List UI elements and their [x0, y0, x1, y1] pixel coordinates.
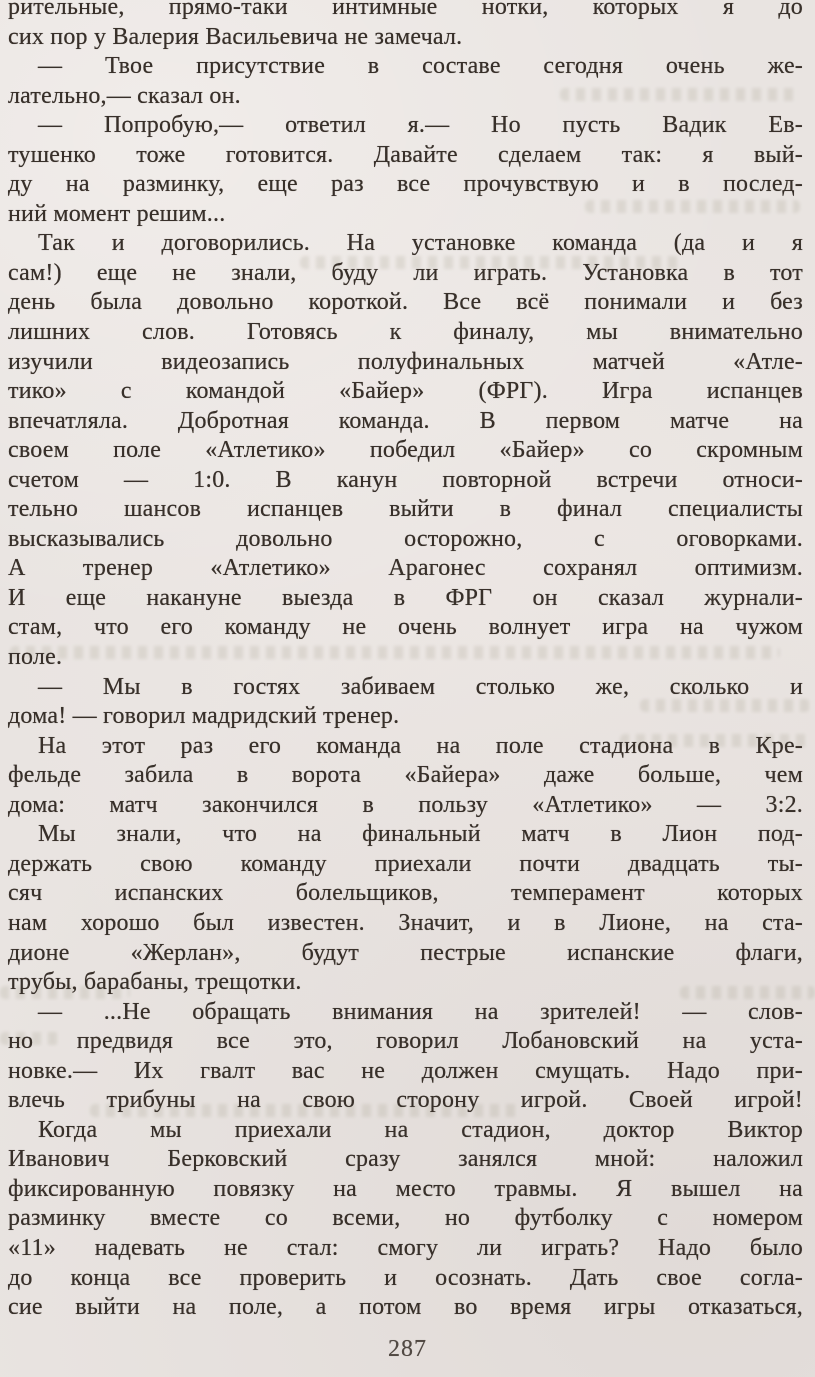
text-line: — Мы в гостях забиваем столько же, сколько и — [38, 673, 803, 700]
text-line: нам хорошо был известен. Значит, и в Лионе, на ста- — [8, 909, 803, 936]
text-line: ний момент решим... — [8, 200, 226, 227]
text-line: разминку вместе со всеми, но футболку с номером — [8, 1205, 803, 1232]
text-line: дионе «Жерлан», будут пестрые испанские флаги, — [8, 939, 803, 966]
text-line: влечь трибуны на свою сторону игрой. Своей игрой! — [8, 1087, 803, 1114]
text-line: поле. — [8, 644, 63, 671]
page-text — [8, 0, 803, 1323]
text-line: но предвидя все это, говорил Лобановский на уста- — [8, 1028, 803, 1055]
text-line: лательно,— сказал он. — [8, 82, 241, 109]
text-line: счетом — 1:0. В канун повторной встречи относи- — [8, 466, 803, 493]
text-line: И еще накануне выезда в ФРГ он сказал журнали- — [8, 584, 803, 611]
text-line: Иванович Берковский сразу занялся мной: наложил — [8, 1146, 803, 1173]
text-line: изучили видеозапись полуфинальных матчей «Атле- — [8, 348, 803, 375]
text-line: — Твое присутствие в составе сегодня очень же- — [38, 53, 803, 80]
text-line: тушенко тоже готовится. Давайте сделаем так: я вый- — [8, 141, 803, 168]
text-line: — ...Не обращать внимания на зрителей! — слов- — [38, 998, 803, 1025]
text-line: высказывались довольно осторожно, с оговорками. — [8, 525, 803, 552]
text-line: фиксированную повязку на место травмы. Я вышел на — [8, 1175, 803, 1202]
text-line: до конца все проверить и осознать. Дать свое согла- — [8, 1264, 803, 1291]
text-line: рительные, прямо-таки интимные нотки, которых я до — [8, 0, 803, 20]
text-line: своем поле «Атлетико» победил «Байер» со скромным — [8, 437, 803, 464]
text-line: тико» с командой «Байер» (ФРГ). Игра испанцев — [8, 378, 803, 405]
text-line: ду на разминку, еще раз все прочувствую и в послед- — [8, 171, 803, 198]
text-line: лишних слов. Готовясь к финалу, мы внимательно — [8, 319, 803, 346]
text-line: — Попробую,— ответил я.— Но пусть Вадик Ев- — [38, 112, 803, 139]
text-line: Мы знали, что на финальный матч в Лион под- — [38, 821, 803, 848]
text-line: тельно шансов испанцев выйти в финал специалисты — [8, 496, 803, 523]
text-line: А тренер «Атлетико» Арагонес сохранял оптимизм. — [8, 555, 803, 582]
text-line: дома! — говорил мадридский тренер. — [8, 703, 400, 730]
text-line: день была довольно короткой. Все всё понимали и без — [8, 289, 803, 316]
text-line: сие выйти на поле, а потом во время игры отказаться, — [8, 1294, 803, 1321]
text-line: дома: матч закончился в пользу «Атлетико» — 3:2. — [8, 791, 803, 818]
text-line: новке.— Их гвалт вас не должен смущать. Надо при- — [8, 1057, 803, 1084]
page-number: 287 — [388, 1336, 427, 1362]
text-line: трубы, барабаны, трещотки. — [8, 969, 302, 996]
text-line: сих пор у Валерия Васильевича не замечал. — [8, 23, 463, 50]
text-line: стам, что его команду не очень волнует игра на чужом — [8, 614, 803, 641]
text-line: сяч испанских болельщиков, темперамент которых — [8, 880, 803, 907]
text-line: Когда мы приехали на стадион, доктор Виктор — [38, 1116, 803, 1143]
text-line: «11» надевать не стал: смогу ли играть? Надо было — [8, 1234, 803, 1261]
text-line: На этот раз его команда на поле стадиона в Кре- — [38, 732, 803, 759]
text-line: держать свою команду приехали почти двадцать ты- — [8, 850, 803, 877]
text-line: сам!) еще не знали, буду ли играть. Установка в тот — [8, 259, 803, 286]
text-line: Так и договорились. На установке команда (да и я — [38, 230, 803, 257]
text-line: фельде забила в ворота «Байера» даже больше, чем — [8, 762, 803, 789]
text-line: впечатляла. Добротная команда. В первом матче на — [8, 407, 803, 434]
